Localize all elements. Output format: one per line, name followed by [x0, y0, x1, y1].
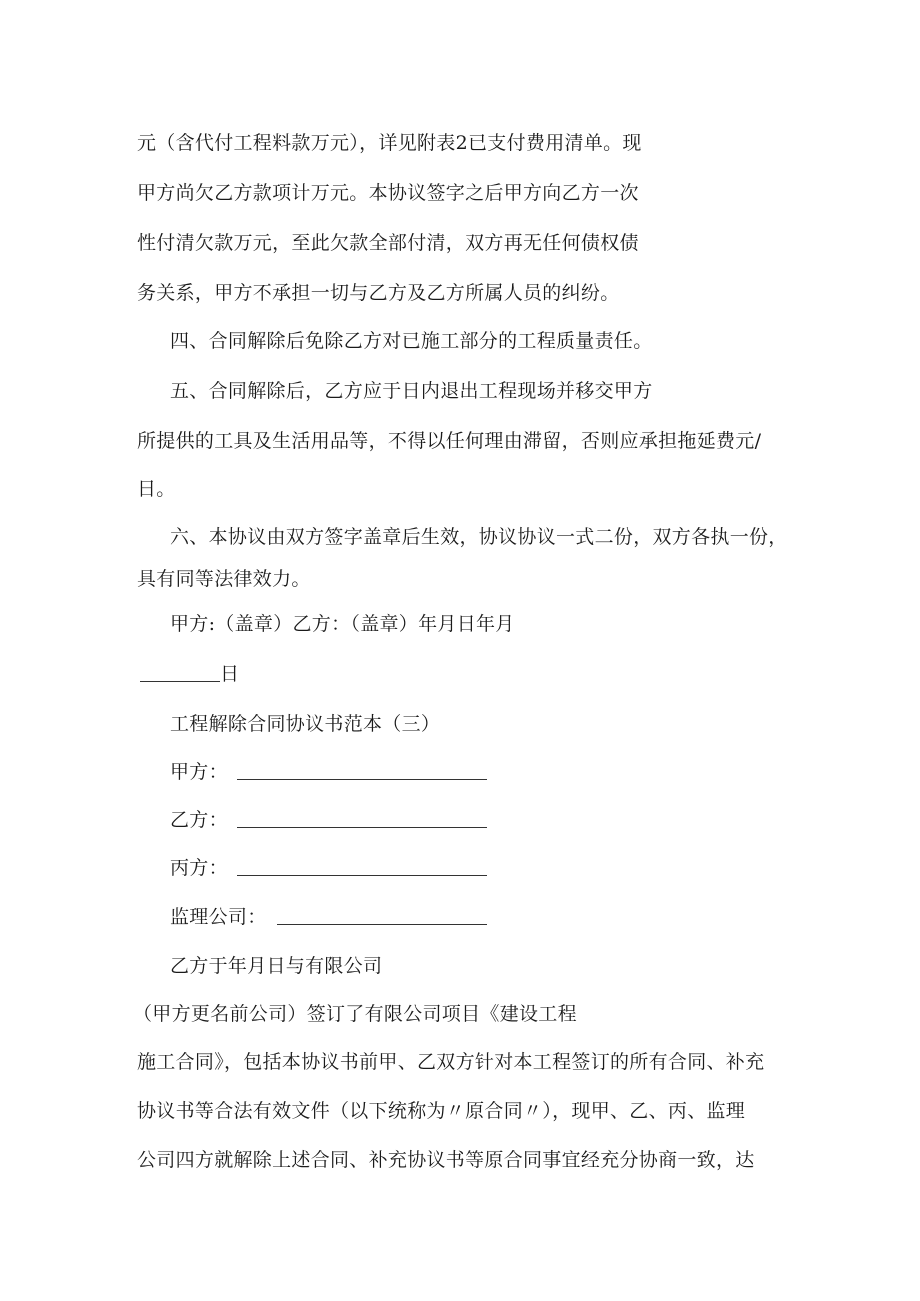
intro-line-1: 乙方于年月日与有限公司: [170, 955, 383, 977]
clause-5-line-3: 日。: [137, 478, 176, 500]
supervisor-label: 监理公司：: [170, 906, 267, 928]
party-b-label: 乙方：: [170, 809, 228, 831]
clause-4: 四、合同解除后免除乙方对已施工部分的工程质量责任。: [170, 330, 653, 352]
party-a-blank: [237, 761, 487, 780]
clause-6-line-1: 六、本协议由双方签字盖章后生效，协议协议一式二份，双方各执一份，: [170, 526, 788, 548]
paragraph-1-line-1: 元（含代付工程料款万元），详见附表2已支付费用清单。现: [137, 132, 642, 154]
signature-line: 甲方:（盖章）乙方：（盖章）年月日年月: [170, 613, 515, 635]
paragraph-1-line-3: 性付清欠款万元，至此欠款全部付清，双方再无任何债权债: [137, 232, 639, 254]
intro-line-3: 施工合同》，包括本协议书前甲、乙双方针对本工程签订的所有合同、补充: [137, 1051, 765, 1073]
day-blank: [140, 663, 220, 682]
signature-day-row: [140, 662, 239, 686]
party-c-blank: [237, 857, 487, 876]
intro-line-5: 公司四方就解除上述合同、补充协议书等原合同事宜经充分协商一致，达: [137, 1149, 755, 1171]
party-b-row: [170, 808, 228, 832]
signature-day: 日: [220, 663, 240, 685]
template-title: 工程解除合同协议书范本（三）: [170, 713, 441, 735]
clause-5-line-1: 五、合同解除后，乙方应于日内退出工程现场并移交甲方: [170, 380, 653, 402]
intro-line-4: 协议书等合法有效文件（以下统称为〃原合同〃），现甲、乙、丙、监理: [137, 1100, 746, 1122]
party-a-row: [170, 760, 228, 784]
supervisor-row: [170, 905, 267, 929]
clause-5-line-2: 所提供的工具及生活用品等，不得以任何理由滞留，否则应承担拖延费元/: [137, 430, 762, 452]
intro-line-2: （甲方更名前公司）签订了有限公司项目《建设工程: [133, 1003, 577, 1025]
party-c-row: [170, 856, 228, 880]
paragraph-1-line-4: 务关系，甲方不承担一切与乙方及乙方所属人员的纠纷。: [137, 282, 620, 304]
party-c-label: 丙方：: [170, 857, 228, 879]
paragraph-1-line-2: 甲方尚欠乙方款项计万元。本协议签字之后甲方向乙方一次: [137, 182, 639, 204]
party-a-label: 甲方：: [170, 761, 228, 783]
clause-6-line-2: 具有同等法律效力。: [137, 568, 311, 590]
supervisor-blank: [277, 906, 487, 925]
party-b-blank: [237, 809, 487, 828]
